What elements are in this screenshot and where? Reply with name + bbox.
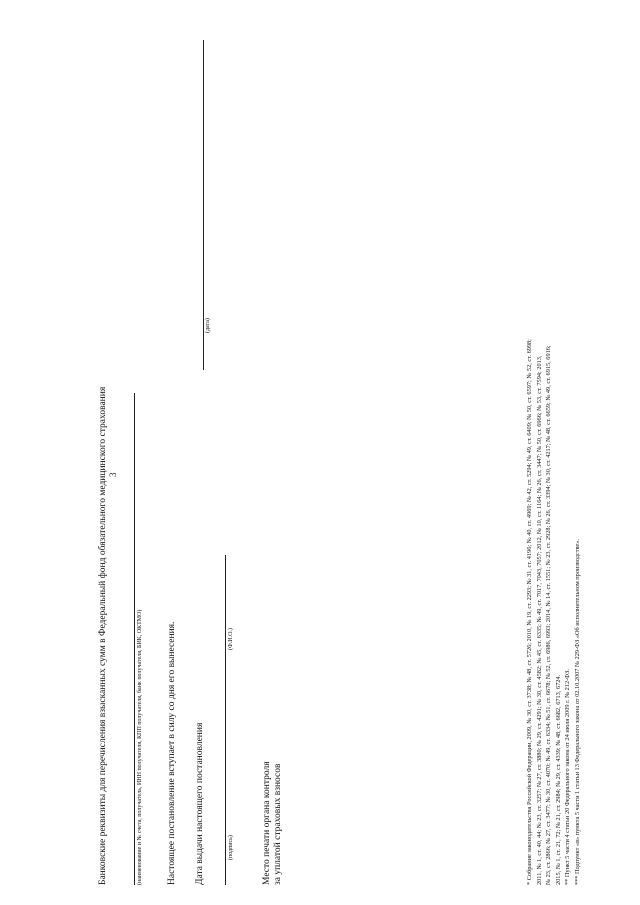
signature-caption: (подпись) (228, 835, 234, 860)
signature-line (225, 795, 226, 885)
bank-details-line (134, 393, 135, 885)
footnote-line-2: 2011, № 1, ст. 40, 44; № 23, ст. 3257; № 27, ст. 3880; № 29, ст. 4291; № 30, ст. 4582; № 45, ст. 6335; № 49, ст. 7017, 7043, 7057; 2012, № 10, ст. 1164; № 26, ст. 3447; № 50, ст. 6966; № 53, ст. 7594; 2013, (535, 355, 543, 885)
footnote-line-5: ** Пункт 5 части 4 статьи 20 Федерального закона от 24 июля 2009 г. № 212-ФЗ. (564, 669, 571, 885)
seal-label-line2: за уплатой страховых взносов (273, 763, 283, 885)
bank-details-title: Банковские реквизиты для перечисления взысканных сумм в Федеральный фонд обязательного медицинского страхования (98, 386, 108, 885)
footnote-line-1: * Собрание законодательства Российской Федерации, 2009, № 30, ст. 3738; № 48, ст. 5726; 2010, № 19, ст. 2293; № 31, ст. 4196; № 40, ст. 4969; № 42, ст. 5294; № 49, ст. 6409; № 50, ст. 6597; № 52, ст. 6998; (526, 339, 533, 885)
seal-label-line1: Место печати органа контроля (262, 761, 272, 885)
footnote-line-3: № 23, ст. 2866; № 27, ст. 3477; № 30, ст. 4070; № 49, ст. 6334; № 51, ст. 6678; № 52, ст. 6986, 6993; 2014, № 14, ст. 1551; № 23, ст. 2928; № 26, ст. 3394; № 30, ст. 4217; № 48, ст. 6659; № 49, ст. 6915, 6916; (545, 345, 552, 885)
name-line (225, 555, 226, 795)
name-caption: (Ф.И.О.) (228, 628, 234, 650)
effect-statement: Настоящее постановление вступает в силу со дня его вынесения. (167, 621, 177, 885)
bank-details-caption: (наименование и № счета, получатель, ИНН получателя, КПП получателя, банк получателя, БИК, ОКТМО) (137, 609, 143, 885)
issue-date-caption: (дата) (205, 318, 211, 333)
footnote-line-4: 2015, № 1, ст. 21, 72; № 21, ст. 2984; № 29, ст. 4339; № 48, ст. 6682, 6713, 6724. (554, 674, 562, 885)
issue-date-line (203, 40, 204, 370)
page-number: 3 (108, 472, 118, 477)
issue-date-label: Дата выдачи настоящего постановления (195, 722, 205, 885)
footnote-line-6: *** Подпункт «в» пункта 5 части 1 статьи 13 Федерального закона от 02.10.2007 № 229-ФЗ «Об исполнительном производстве». (573, 539, 581, 885)
